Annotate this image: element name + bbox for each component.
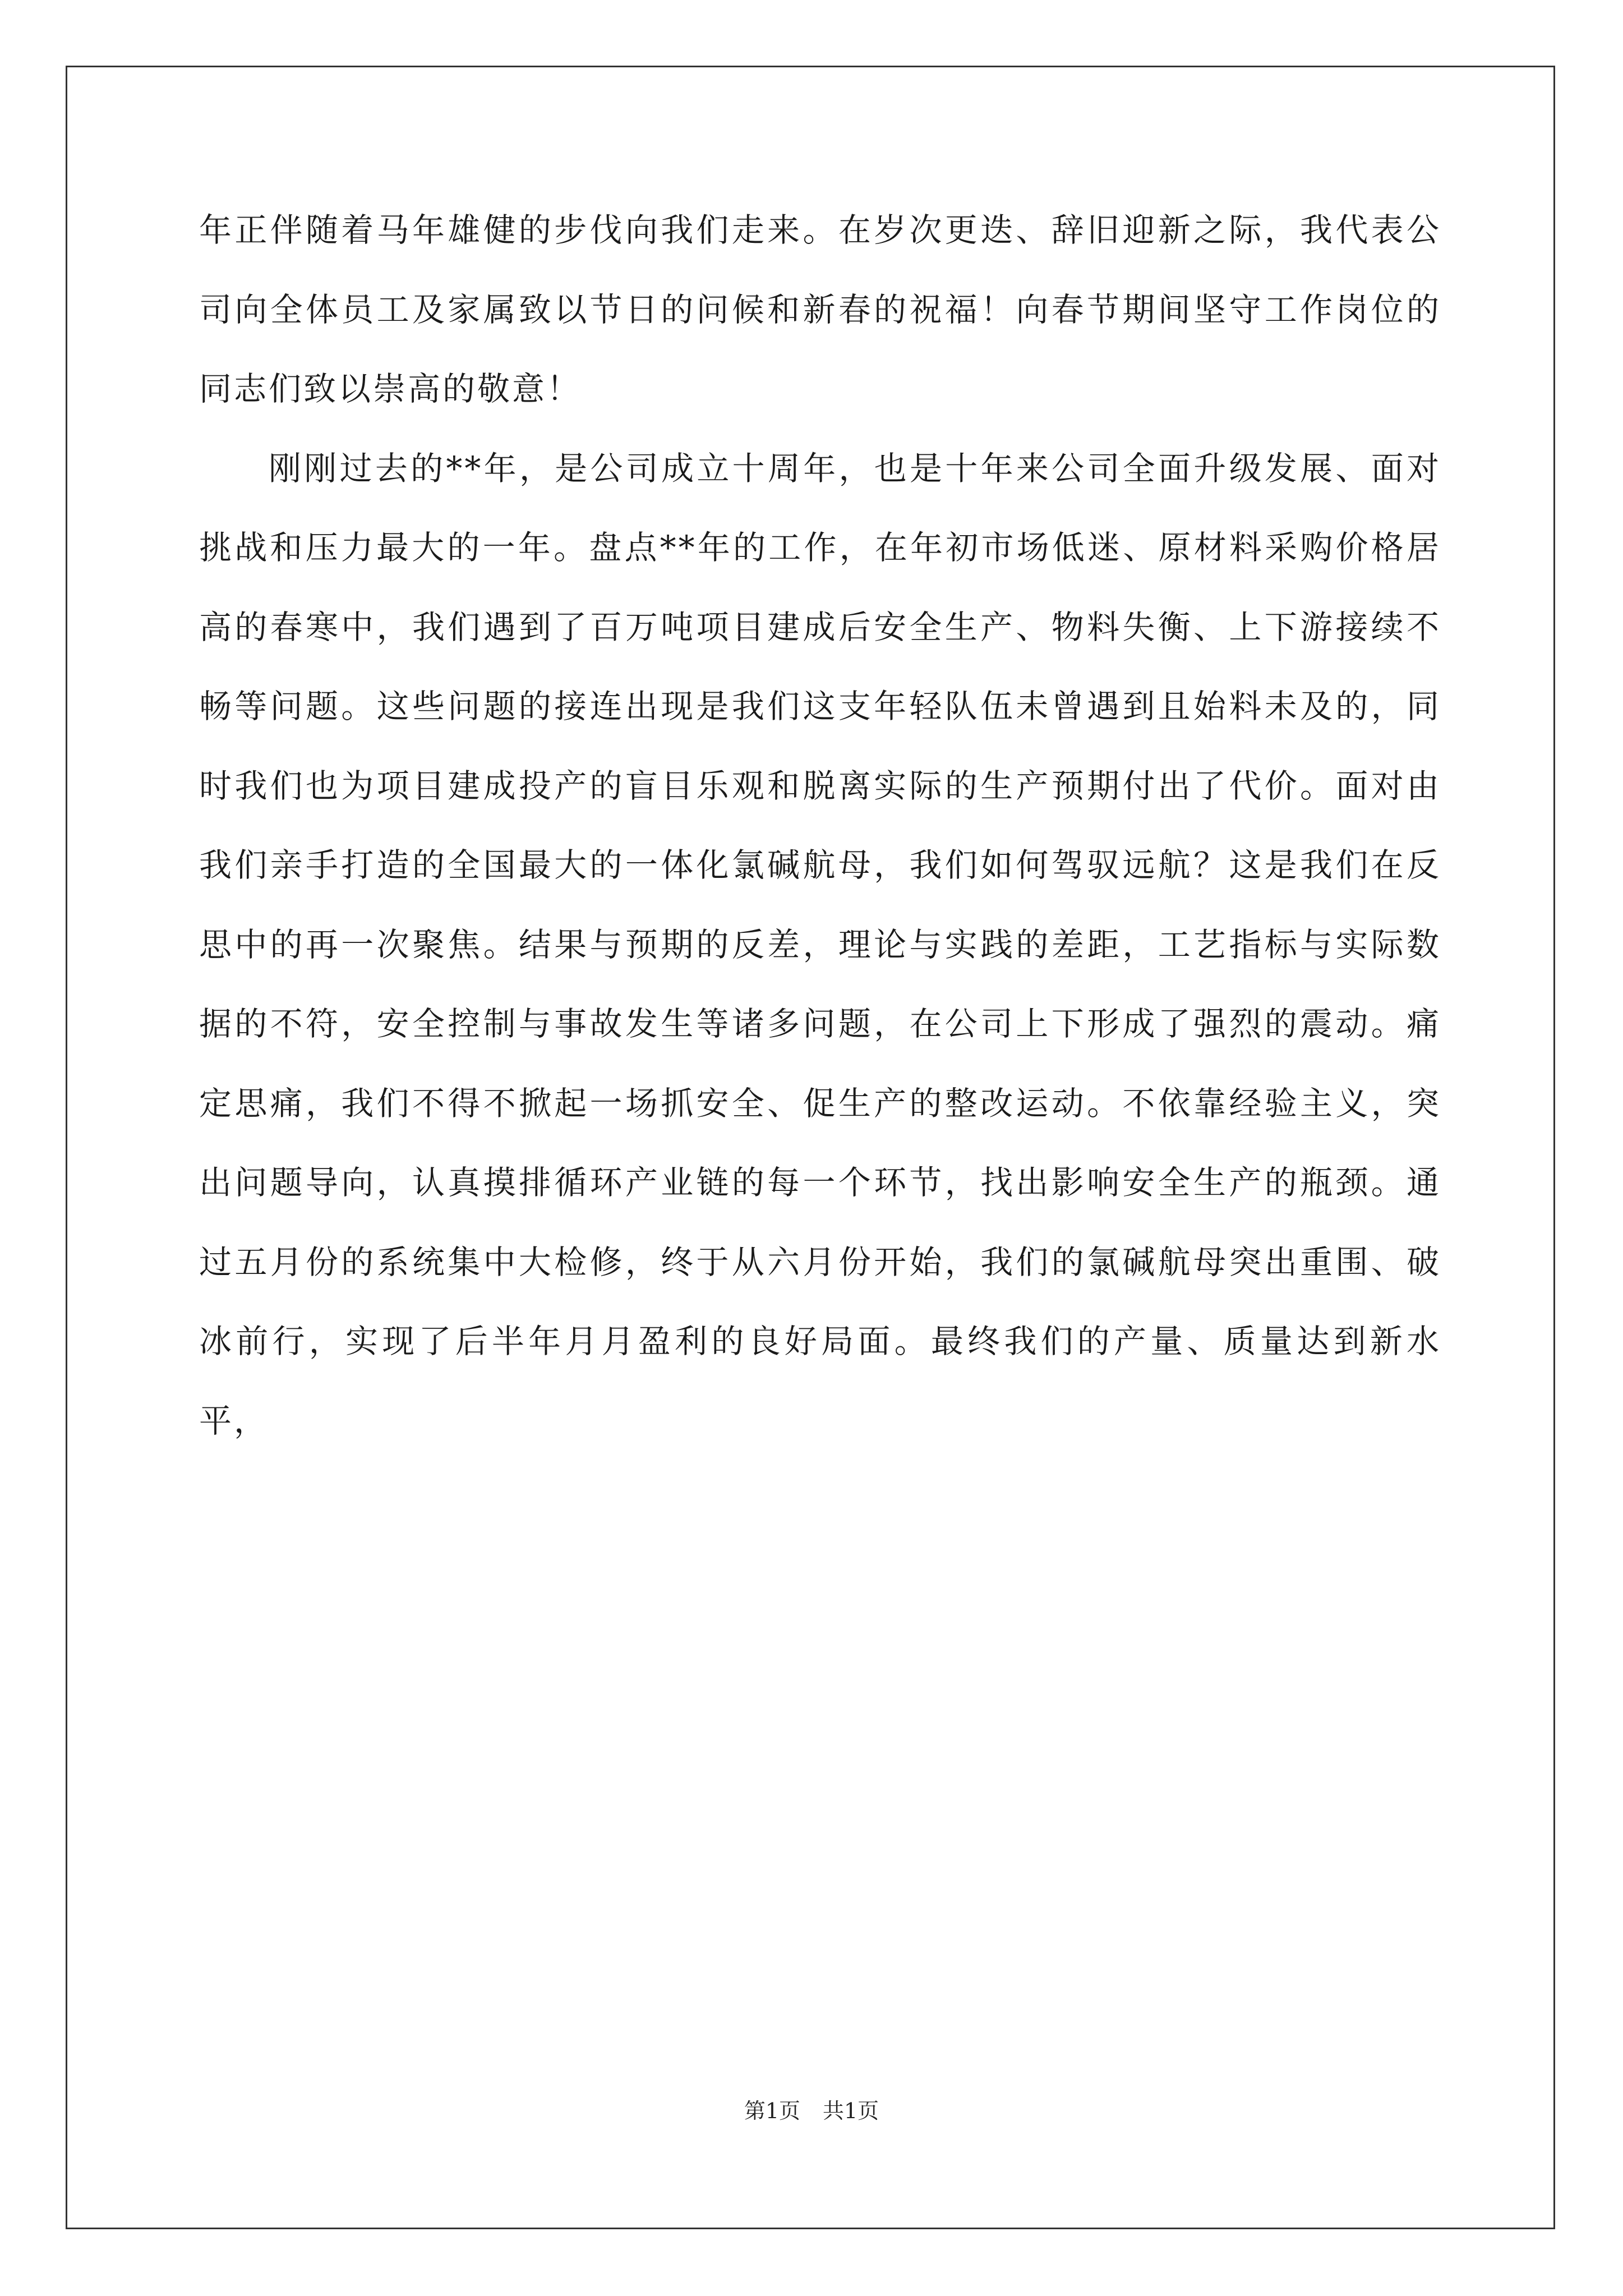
paragraph-year-review: 刚刚过去的**年，是公司成立十周年，也是十年来公司全面升级发展、面对挑战和压力最大的一年。盘点**年的工作，在年初市场低迷、原材料采购价格居高的春寒中，我们遇到了百万吨项目建成后安全生产、物料失衡、上下游接续不畅等问题。这些问题的接连出现是我们这支年轻队伍未曾遇到且始料未及的，同时我们也为项目建成投产的盲目乐观和脱离实际的生产预期付出了代价。面对由我们亲手打造的全国最大的一体化氯碱航母，我们如何驾驭远航？这是我们在反思中的再一次聚焦。结果与预期的反差，理论与实践的差距，工艺指标与实际数据的不符，安全控制与事故发生等诸多问题，在公司上下形成了强烈的震动。痛定思痛，我们不得不掀起一场抓安全、促生产的整改运动。不依靠经验主义，突出问题导向，认真摸排循环产业链的每一个环节，找出影响安全生产的瓶颈。通过五月份的系统集中大检修，终于从六月份开始，我们的氯碱航母突出重围、破冰前行，实现了后半年月月盈利的良好局面。最终我们的产量、质量达到新水平，: [199, 449, 1441, 1440]
page-footer: [0, 2097, 1623, 2125]
paragraph-greeting: 年正伴随着马年雄健的步伐向我们走来。在岁次更迭、辞旧迎新之际，我代表公司向全体员工及家属致以节日的问候和新春的祝福！向春节期间坚守工作岗位的同志们致以崇高的敬意！: [199, 211, 1441, 408]
document-body: [199, 191, 1441, 1461]
page-number: 第1页: [744, 2099, 800, 2123]
page-total: 共1页: [823, 2099, 879, 2123]
